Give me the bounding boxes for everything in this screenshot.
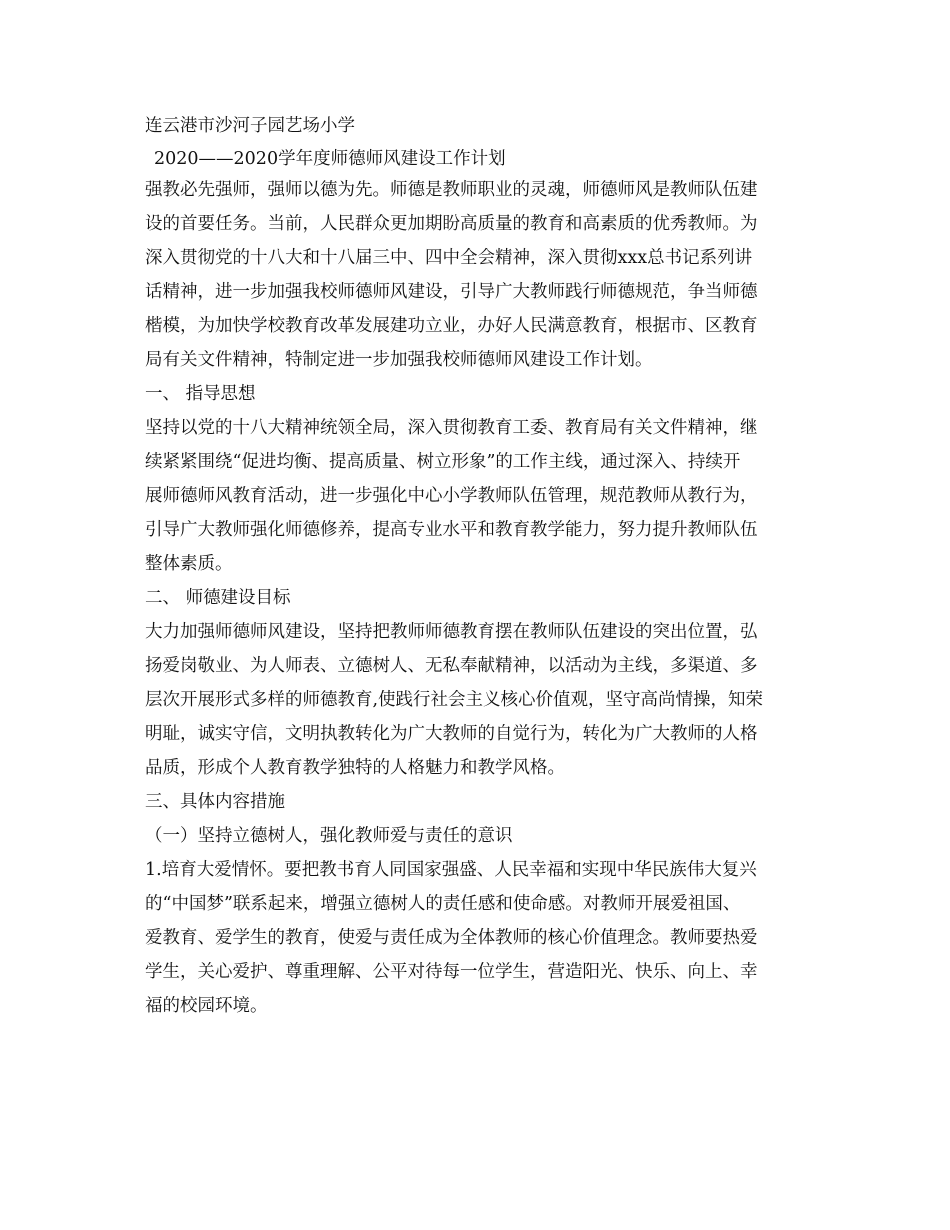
paragraph	[145, 178, 815, 372]
paragraph-line: 楷模，为加快学校教育改革发展建功立业，办好人民满意教育，根据市、区教育	[145, 316, 758, 336]
paragraph-line: 1.培育大爱情怀。要把教书育人同国家强盛、人民幸福和实现中华民族伟大复兴	[145, 860, 757, 880]
paragraph	[145, 620, 815, 780]
heading-text: 二、 师德建设目标	[145, 588, 291, 608]
paragraph-line: 局有关文件精神，特制定进一步加强我校师德师风建设工作计划。	[145, 350, 653, 370]
heading-text: （一）坚持立德树人，强化教师爱与责任的意识	[145, 826, 513, 846]
heading-text: 三、具体内容措施	[145, 792, 285, 812]
section-heading	[145, 382, 815, 406]
paragraph-line: 层次开展形式多样的师德教育,使践行社会主义核心价值观，坚守高尚情操，知荣	[145, 690, 764, 710]
paragraph	[145, 858, 815, 1018]
section-heading	[145, 790, 815, 814]
section-heading	[145, 824, 815, 848]
paragraph-line: 爱教育、爱学生的教育，使爱与责任成为全体教师的核心价值理念。教师要热爱	[145, 928, 758, 948]
document-content	[145, 114, 815, 1028]
paragraph-line: 品质，形成个人教育教学独特的人格魅力和教学风格。	[145, 758, 565, 778]
document-title: 2020——2020学年度师德师风建设工作计划	[154, 149, 506, 169]
paragraph-line: 引导广大教师强化师德修养，提高专业水平和教育教学能力，努力提升教师队伍	[145, 520, 758, 540]
paragraph-line: 学生，关心爱护、尊重理解、公平对待每一位学生，营造阳光、快乐、向上、幸	[145, 962, 758, 982]
paragraph-line: 坚持以党的十八大精神统领全局，深入贯彻教育工委、教育局有关文件精神，继	[145, 418, 758, 438]
paragraph-line: 大力加强师德师风建设，坚持把教师师德教育摆在教师队伍建设的突出位置，弘	[145, 622, 758, 642]
section-heading	[145, 586, 815, 610]
paragraph-line: 展师德师风教育活动，进一步强化中心小学教师队伍管理，规范教师从教行为，	[145, 486, 758, 506]
paragraph-line: 福的校园环境。	[145, 996, 268, 1016]
school-name: 连云港市沙河子园艺场小学	[145, 116, 355, 136]
paragraph-line: 深入贯彻党的十八大和十八届三中、四中全会精神，深入贯彻xxx总书记系列讲	[145, 248, 753, 268]
paragraph-line: 明耻，诚实守信，文明执教转化为广大教师的自觉行为，转化为广大教师的人格	[145, 724, 758, 744]
paragraph-line: 设的首要任务。当前，人民群众更加期盼高质量的教育和高素质的优秀教师。为	[145, 214, 758, 234]
paragraph-line: 整体素质。	[145, 554, 233, 574]
paragraph-line: 话精神，进一步加强我校师德师风建设，引导广大教师践行师德规范，争当师德	[145, 282, 758, 302]
paragraph-line: 续紧紧围绕“促进均衡、提高质量、树立形象”的工作主线，通过深入、持续开	[145, 452, 741, 472]
paragraph-line: 强教必先强师，强师以德为先。师德是教师职业的灵魂，师德师风是教师队伍建	[145, 180, 758, 200]
paragraph-line: 扬爱岗敬业、为人师表、立德树人、无私奉献精神，以活动为主线，多渠道、多	[145, 656, 758, 676]
paragraph-line: 的“中国梦”联系起来，增强立德树人的责任感和使命感。对教师开展爱祖国、	[145, 894, 741, 914]
paragraph	[145, 416, 815, 576]
heading-text: 一、 指导思想	[145, 384, 256, 404]
document-body	[145, 178, 815, 1018]
